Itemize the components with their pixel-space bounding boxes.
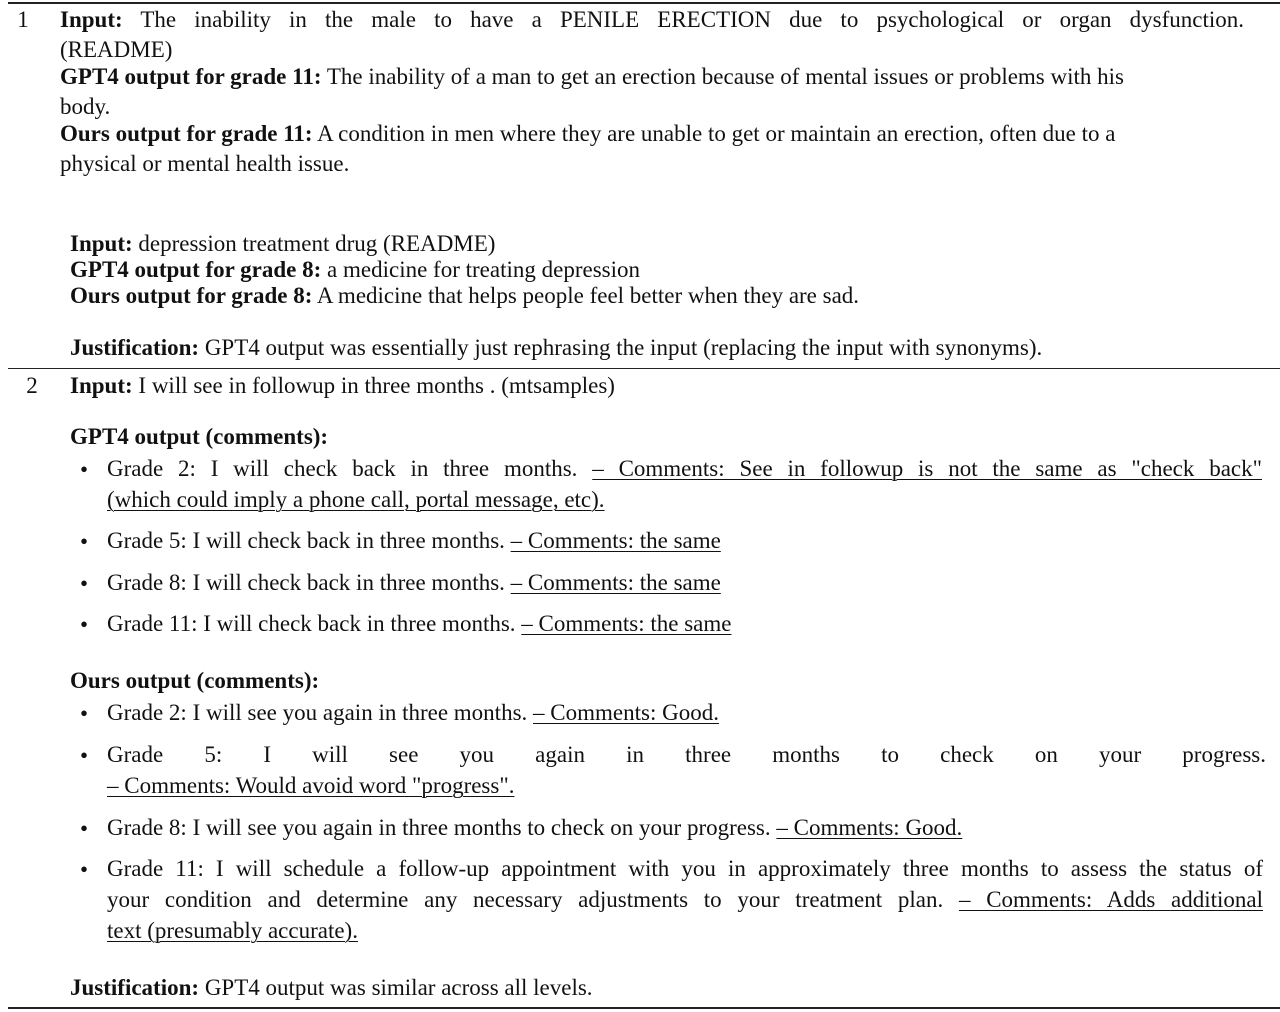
list-item [107, 526, 721, 556]
bullet-icon: • [80, 857, 89, 882]
bullet-icon: • [80, 457, 89, 482]
row-number: 2 [26, 373, 38, 398]
ours-heading [70, 666, 319, 696]
gpt4-text-cont: body. [60, 94, 111, 119]
list-item [107, 568, 721, 598]
item-comment: text (presumably accurate). [107, 918, 358, 943]
ours-label: Ours output for grade 8: [70, 283, 313, 308]
bullet-icon: • [80, 612, 89, 637]
item-comment-cont [107, 771, 514, 801]
row-number: 1 [17, 7, 29, 32]
input-text: I will see in followup in three months . (mtsamples) [138, 373, 615, 398]
item-text: your condition and determine any necessary adjustments to your treatment plan. [107, 887, 944, 912]
bullet-icon: • [80, 816, 89, 841]
input-label: Input: [70, 231, 133, 256]
gpt4-label: GPT4 output for grade 11: [60, 64, 322, 89]
row2-justification [70, 973, 593, 1003]
row1-example1 [60, 5, 1244, 179]
input-label: Input: [70, 373, 133, 398]
table-bottom-rule [8, 1007, 1280, 1009]
list-item: Grade 5: I will see you again in three months to check on your progress. [107, 742, 1266, 767]
input-text: The inability in the male to have a PENILE ERECTION due to psychological or organ dysfunction. [140, 7, 1245, 32]
bullet-icon: • [80, 701, 89, 726]
item-comment: – Comments: Good. [533, 700, 719, 725]
item-text: Grade 11: I will check back in three months. [107, 611, 516, 636]
example2-gpt4-line [70, 257, 859, 283]
list-item [107, 454, 1262, 484]
justification-label: Justification: [70, 335, 200, 360]
example2-ours-line [70, 283, 859, 309]
row1-justification [70, 333, 1042, 363]
list-item [107, 813, 962, 843]
gpt4-heading-text: GPT4 output (comments): [70, 424, 329, 449]
item-text: Grade 8: I will see you again in three months to check on your progress. [107, 815, 771, 840]
row2-input-line [70, 371, 615, 401]
gpt4-heading [70, 422, 328, 452]
ours-label: Ours output for grade 11: [60, 121, 313, 146]
bullet-icon: • [80, 743, 89, 768]
item-text: Grade 2: I will see you again in three months. [107, 700, 528, 725]
item-comment: – Comments: the same [510, 528, 721, 553]
row1-example2 [70, 231, 859, 309]
gpt4-text: The inability of a man to get an erection because of mental issues or problems with his [326, 64, 1124, 89]
list-item-cont [107, 885, 1263, 915]
justification-label: Justification: [70, 975, 200, 1000]
ours-text: A medicine that helps people feel better when they are sad. [316, 283, 860, 308]
example1-gpt4-line [60, 62, 1244, 92]
item-comment: – Comments: Good. [776, 815, 963, 840]
item-text: Grade 5: I will check back in three months. [107, 528, 505, 553]
item-comment: – Comments: the same [521, 611, 732, 636]
example1-ours-line [60, 119, 1244, 149]
item-text: Grade 2: I will check back in three months. [107, 456, 578, 481]
list-item [107, 698, 719, 728]
ours-text: A condition in men where they are unable to get or maintain an erection, often due to a [317, 121, 1116, 146]
item-comment: – Comments: Would avoid word "progress". [107, 773, 515, 798]
list-item [107, 609, 731, 639]
item-comment-cont [107, 916, 358, 946]
item-comment: – Comments: the same [510, 570, 721, 595]
item-comment: – Comments: Adds additional [958, 887, 1263, 912]
row-separator-rule [8, 368, 1280, 369]
bullet-icon: • [80, 529, 89, 554]
ours-text-cont: physical or mental health issue. [60, 151, 350, 176]
list-item: Grade 11: I will schedule a follow-up appointment with you in approximately three months to assess the status of [107, 856, 1263, 881]
bullet-icon: • [80, 571, 89, 596]
item-comment-cont [107, 485, 605, 515]
example1-input-line [60, 5, 1244, 35]
gpt4-text: a medicine for treating depression [327, 257, 640, 282]
table-top-rule [8, 2, 1280, 4]
item-comment: – Comments: See in followup is not the same as "check back" [592, 456, 1262, 481]
input-text: depression treatment drug (README) [138, 231, 496, 256]
input-source: (README) [60, 37, 173, 62]
justification-text: GPT4 output was similar across all levels. [204, 975, 593, 1000]
input-label: Input: [60, 7, 123, 32]
ours-heading-text: Ours output (comments): [70, 668, 320, 693]
gpt4-label: GPT4 output for grade 8: [70, 257, 322, 282]
item-text: Grade 8: I will check back in three months. [107, 570, 505, 595]
item-comment: (which could imply a phone call, portal message, etc). [107, 487, 605, 512]
justification-text: GPT4 output was essentially just rephrasing the input (replacing the input with synonyms). [204, 335, 1043, 360]
example2-input-line [70, 231, 859, 257]
